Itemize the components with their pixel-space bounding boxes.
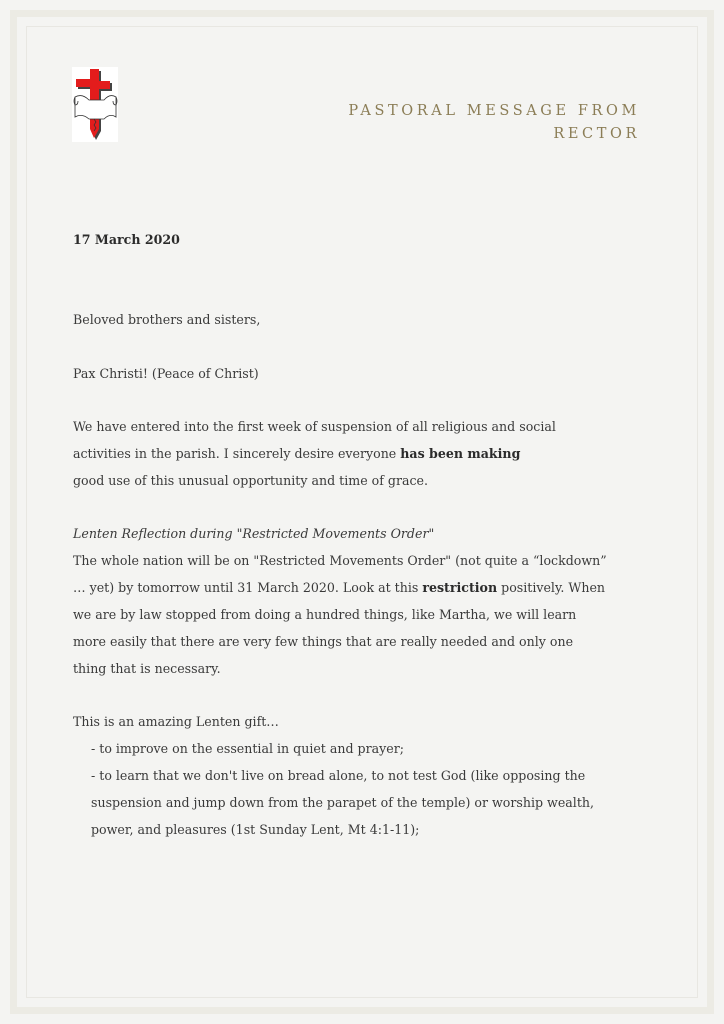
text-line: more easily that there are very few things that are really needed and only one [73,634,574,649]
page-title [310,100,640,146]
gift-intro: This is an amazing Lenten gift… [73,714,279,729]
paragraph-restricted-movements [73,547,607,682]
bold-text: has been making [400,446,521,461]
paragraph-suspension [73,413,556,494]
text-span: positively. When [497,580,606,595]
text-line: We have entered into the first week of suspension of all religious and social [73,419,556,434]
title-line-1: PASTORAL MESSAGE FROM [348,103,640,119]
text-span: … yet) by tomorrow until 31 March 2020. Look at this [73,580,423,595]
pax-christi-line: Pax Christi! (Peace of Christ) [73,366,259,381]
greeting: Beloved brothers and sisters, [73,312,261,327]
reflection-heading: Lenten Reflection during "Restricted Movements Order" [73,526,435,541]
text-line: The whole nation will be on "Restricted Movements Order" (not quite a “lockdown” [73,553,607,568]
text-span: activities in the parish. I sincerely desire everyone [73,446,401,461]
red-cross-with-banner-icon [72,67,118,142]
text-line: good use of this unusual opportunity and time of grace. [73,473,428,488]
text-line: we are by law stopped from doing a hundred things, like Martha, we will learn [73,607,577,622]
list-item-continuation: power, and pleasures (1st Sunday Lent, Mt 4:1-11); [91,822,420,837]
list-item: - to learn that we don't live on bread alone, to not test God (like opposing the [91,768,586,783]
list-item: - to improve on the essential in quiet and prayer; [91,741,404,756]
list-item-continuation: suspension and jump down from the parapet of the temple) or worship wealth, [91,795,594,810]
bold-text: restriction [422,580,498,595]
text-line: thing that is necessary. [73,661,221,676]
parish-logo [72,67,118,142]
text-line [73,440,556,467]
title-line-2: RECTOR [553,126,640,142]
page-inner-border [26,26,698,998]
letter-date: 17 March 2020 [73,232,180,247]
gift-list [91,735,594,843]
text-line [73,574,607,601]
